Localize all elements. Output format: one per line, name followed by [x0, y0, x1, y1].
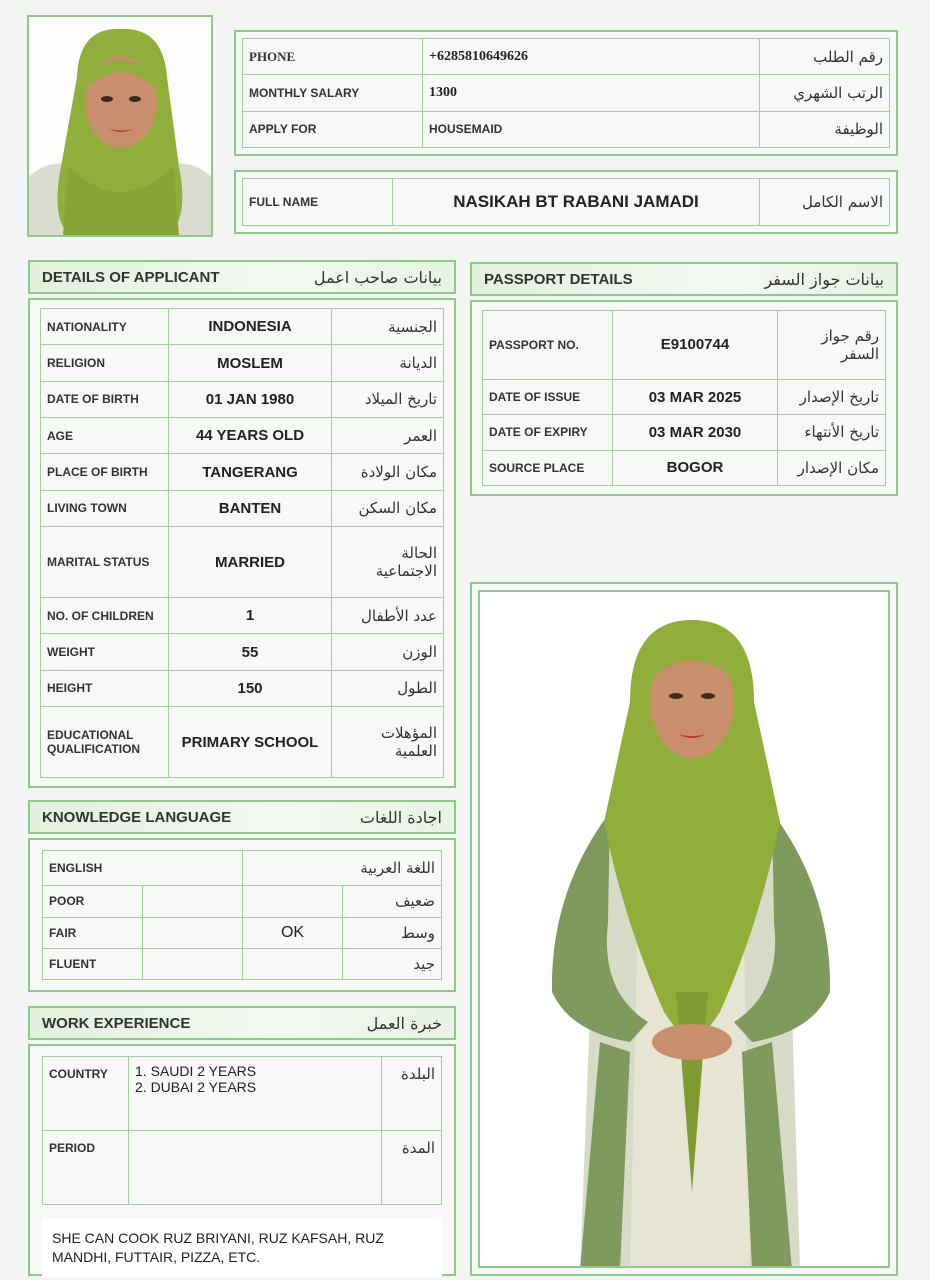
applicant-field-label: PLACE OF BIRTH — [41, 454, 169, 490]
passport-field-label: SOURCE PLACE — [483, 450, 613, 485]
applicant-field-ar: المؤهلات العلمية — [332, 707, 444, 778]
work-note-line: SHE CAN COOK RUZ BRIYANI, RUZ KAFSAH, RUZ — [52, 1230, 384, 1246]
top-info-table — [242, 38, 890, 148]
applicant-box — [28, 298, 456, 788]
passport-field-value: 03 MAR 2025 — [613, 379, 778, 414]
language-level-label: POOR — [43, 886, 143, 917]
applicant-field-label: EDUCATIONAL QUALIFICATION — [41, 707, 169, 778]
apply-label: APPLY FOR — [243, 111, 423, 147]
language-level-ar: ضعيف — [343, 886, 442, 917]
applicant-field-label: AGE — [41, 418, 169, 454]
passport-field-ar: مكان الإصدار — [778, 450, 886, 485]
country-ar: البلدة — [382, 1057, 442, 1131]
portrait-photo — [27, 15, 213, 237]
passport-row — [483, 450, 886, 485]
passport-field-ar: تاريخ الإصدار — [778, 379, 886, 414]
applicant-row — [41, 490, 444, 526]
applicant-field-label: LIVING TOWN — [41, 490, 169, 526]
applicant-header — [28, 260, 456, 294]
full-body-photo — [478, 590, 890, 1268]
full-name-label: FULL NAME — [243, 179, 393, 226]
passport-rows — [483, 311, 886, 486]
applicant-table — [40, 308, 444, 778]
applicant-field-value: 55 — [169, 634, 332, 670]
applicant-field-ar: الحالة الاجتماعية — [332, 527, 444, 598]
applicant-row — [41, 597, 444, 633]
passport-row — [483, 311, 886, 380]
applicant-field-label: NO. OF CHILDREN — [41, 597, 169, 633]
applicant-row — [41, 670, 444, 706]
applicant-field-label: RELIGION — [41, 345, 169, 381]
applicant-field-ar: الطول — [332, 670, 444, 706]
passport-row — [483, 379, 886, 414]
applicant-field-label: WEIGHT — [41, 634, 169, 670]
language-box — [28, 838, 456, 992]
passport-field-label: DATE OF EXPIRY — [483, 415, 613, 450]
applicant-header-ar: بيانات صاحب اعمل — [313, 267, 442, 287]
applicant-field-ar: الجنسية — [332, 309, 444, 345]
applicant-field-ar: عدد الأطفال — [332, 597, 444, 633]
work-header — [28, 1006, 456, 1040]
language-header-en: KNOWLEDGE LANGUAGE — [42, 808, 232, 826]
applicant-field-label: MARITAL STATUS — [41, 527, 169, 598]
applicant-field-value: 150 — [169, 670, 332, 706]
full-body-image — [480, 592, 890, 1268]
applicant-row — [41, 418, 444, 454]
passport-field-value: 03 MAR 2030 — [613, 415, 778, 450]
language-level-label: FLUENT — [43, 948, 143, 979]
period-value — [129, 1131, 382, 1205]
applicant-row — [41, 309, 444, 345]
phone-label: PHONE — [243, 39, 423, 75]
applicant-field-value: MARRIED — [169, 527, 332, 598]
applicant-field-value: PRIMARY SCHOOL — [169, 707, 332, 778]
work-table — [42, 1056, 442, 1205]
period-ar: المدة — [382, 1131, 442, 1205]
applicant-field-label: HEIGHT — [41, 670, 169, 706]
full-name-value: NASIKAH BT RABANI JAMADI — [393, 179, 760, 226]
passport-header-ar: بيانات جواز السفر — [764, 269, 884, 289]
passport-field-value: BOGOR — [613, 450, 778, 485]
full-name-box — [234, 170, 898, 234]
applicant-field-value: BANTEN — [169, 490, 332, 526]
passport-field-label: DATE OF ISSUE — [483, 379, 613, 414]
applicant-field-ar: تاريخ الميلاد — [332, 381, 444, 417]
language-table — [42, 850, 442, 980]
work-header-ar: خبرة العمل — [366, 1013, 442, 1033]
passport-field-ar: رقم جواز السفر — [778, 311, 886, 380]
applicant-field-value: TANGERANG — [169, 454, 332, 490]
applicant-field-ar: مكان السكن — [332, 490, 444, 526]
passport-row — [483, 415, 886, 450]
applicant-field-value: 44 YEARS OLD — [169, 418, 332, 454]
applicant-field-value: 1 — [169, 597, 332, 633]
arabic-label: اللغة العربية — [243, 851, 442, 886]
language-english-cell — [143, 948, 243, 979]
passport-box — [470, 300, 898, 496]
country-item: 2. DUBAI 2 YEARS — [135, 1079, 257, 1095]
applicant-field-value: MOSLEM — [169, 345, 332, 381]
passport-field-label: PASSPORT NO. — [483, 311, 613, 380]
language-level-row — [43, 886, 442, 917]
applicant-header-en: DETAILS OF APPLICANT — [42, 268, 220, 286]
country-values — [129, 1057, 382, 1131]
language-arabic-cell — [243, 948, 343, 979]
language-level-ar: جيد — [343, 948, 442, 979]
language-english-cell — [143, 886, 243, 917]
language-header — [28, 800, 456, 834]
work-box — [28, 1044, 456, 1276]
period-label: PERIOD — [43, 1131, 129, 1205]
applicant-field-ar: العمر — [332, 418, 444, 454]
passport-table — [482, 310, 886, 486]
applicant-rows — [41, 309, 444, 778]
work-header-en: WORK EXPERIENCE — [42, 1014, 191, 1032]
applicant-row — [41, 707, 444, 778]
country-item: 1. SAUDI 2 YEARS — [135, 1063, 257, 1079]
applicant-row — [41, 634, 444, 670]
language-level-row — [43, 948, 442, 979]
applicant-field-ar: مكان الولادة — [332, 454, 444, 490]
passport-header — [470, 262, 898, 296]
country-label: COUNTRY — [43, 1057, 129, 1131]
full-body-photo-frame — [470, 582, 898, 1276]
portrait-image — [29, 17, 211, 235]
applicant-row — [41, 381, 444, 417]
language-header-ar: اجادة اللغات — [359, 807, 442, 827]
english-label: ENGLISH — [43, 851, 243, 886]
language-arabic-cell: OK — [243, 917, 343, 948]
applicant-field-ar: الديانة — [332, 345, 444, 381]
applicant-field-ar: الوزن — [332, 634, 444, 670]
phone-value: +6285810649626 — [423, 39, 760, 75]
salary-label: MONTHLY SALARY — [243, 75, 423, 111]
passport-field-value: E9100744 — [613, 311, 778, 380]
applicant-row — [41, 527, 444, 598]
applicant-field-label: DATE OF BIRTH — [41, 381, 169, 417]
apply-ar: الوظيفة — [760, 111, 890, 147]
passport-field-ar: تاريخ الأنتهاء — [778, 415, 886, 450]
work-note — [42, 1219, 442, 1277]
language-level-row — [43, 917, 442, 948]
applicant-field-value: 01 JAN 1980 — [169, 381, 332, 417]
language-level-label: FAIR — [43, 917, 143, 948]
apply-value: HOUSEMAID — [423, 111, 760, 147]
passport-header-en: PASSPORT DETAILS — [484, 270, 633, 288]
full-name-table — [242, 178, 890, 226]
applicant-field-value: INDONESIA — [169, 309, 332, 345]
language-arabic-cell — [243, 886, 343, 917]
language-rows — [43, 886, 442, 980]
top-info-box — [234, 30, 898, 156]
language-english-cell — [143, 917, 243, 948]
work-note-line: MANDHI, FUTTAIR, PIZZA, ETC. — [52, 1249, 261, 1265]
applicant-row — [41, 345, 444, 381]
language-level-ar: وسط — [343, 917, 442, 948]
phone-ar: رقم الطلب — [760, 39, 890, 75]
applicant-row — [41, 454, 444, 490]
salary-value: 1300 — [423, 75, 760, 111]
salary-ar: الرتب الشهري — [760, 75, 890, 111]
full-name-ar: الاسم الكامل — [760, 179, 890, 226]
applicant-field-label: NATIONALITY — [41, 309, 169, 345]
